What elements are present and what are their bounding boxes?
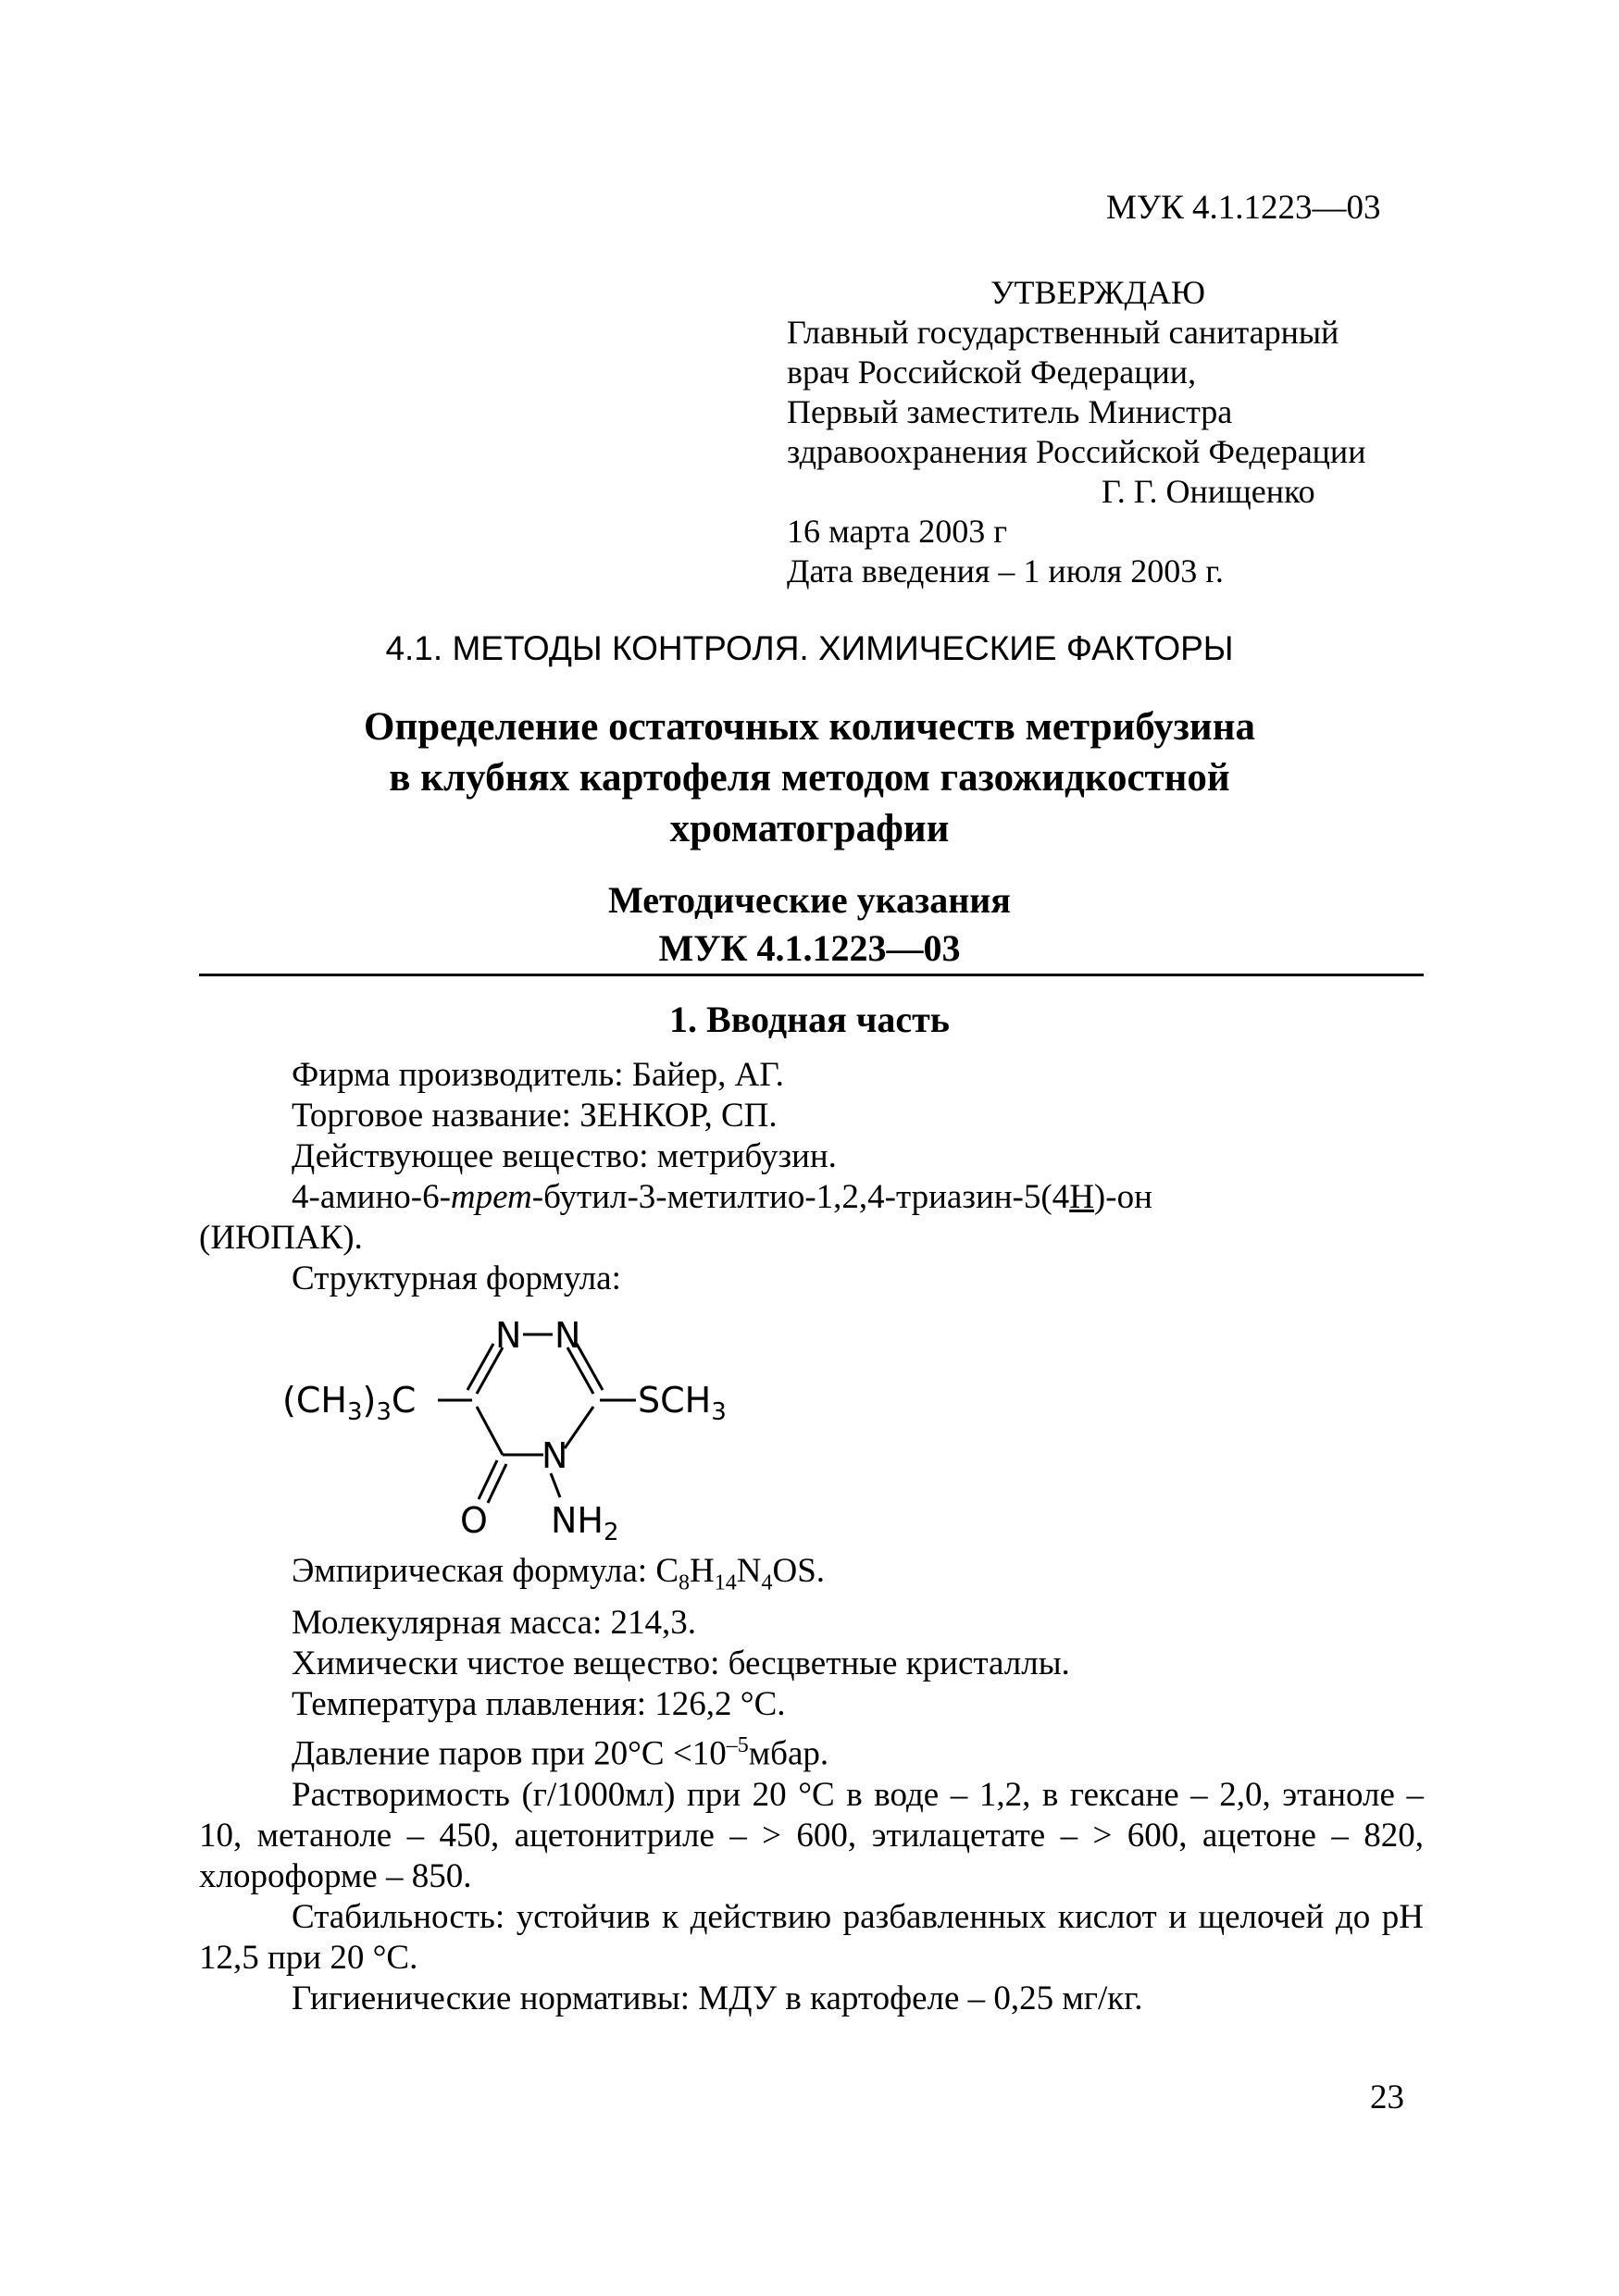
subscript: 14 <box>714 1570 737 1595</box>
vapor-prefix: Давление паров при 20°С <10 <box>292 1734 727 1773</box>
empirical-formula-line <box>199 1551 1424 1603</box>
element: N <box>736 1552 762 1590</box>
subscript: 8 <box>679 1570 691 1595</box>
approval-line: здравоохранения Российской Федерации <box>787 433 1366 470</box>
element: H <box>690 1552 715 1590</box>
bond-c-c <box>477 1407 503 1455</box>
molar-mass-line: Молекулярная масса: 214,3. <box>292 1604 697 1643</box>
pure-substance-line: Химически чистое вещество: бесцветные кристаллы. <box>292 1644 1070 1683</box>
approval-date: 16 марта 2003 г <box>787 513 1007 550</box>
vapor-unit: мбар. <box>748 1734 829 1773</box>
approval-line: Главный государственный санитарный <box>787 314 1339 351</box>
document-title <box>185 701 1434 854</box>
iupac-part: )-он <box>1093 1178 1152 1216</box>
structure-label: Структурная формула: <box>292 1260 621 1297</box>
subscript: 4 <box>761 1570 773 1595</box>
bond-c-n <box>565 1407 593 1448</box>
tert-butyl-group: $(CH_3)_3C$ <box>282 1380 417 1426</box>
vapor-pressure-line <box>199 1725 1424 1774</box>
manufacturer-line: Фирма производитель: Байер, АГ. <box>292 1056 784 1094</box>
atom-n2: N <box>554 1315 581 1356</box>
horizontal-divider <box>199 974 1424 976</box>
introduction-date: Дата введения – 1 июля 2003 г. <box>787 552 1224 590</box>
atom-ring-n: N <box>542 1435 568 1476</box>
empirical-prefix: Эмпирическая формула: C <box>292 1552 679 1590</box>
bond-n-c-double <box>467 1344 493 1390</box>
melting-point-line: Температура плавления: 126,2 °С. <box>292 1685 786 1724</box>
atom-n1: N <box>495 1315 522 1356</box>
section-heading: 4.1. МЕТОДЫ КОНТРОЛЯ. ХИМИЧЕСКИЕ ФАКТОРЫ <box>385 629 1234 667</box>
iupac-part: -бутил-3-метилтио-1,2,4-триазин-5(4 <box>531 1178 1070 1216</box>
intro-heading: 1. Вводная часть <box>669 999 950 1040</box>
approval-block <box>787 273 1453 591</box>
document-subtitle <box>185 876 1434 973</box>
iupac-part: 4-амино-6- <box>292 1178 451 1216</box>
iupac-suffix: (ИЮПАК). <box>199 1219 363 1257</box>
hygiene-standards-line: Гигиенические нормативы: МДУ в картофеле – 0,25 мг/кг. <box>292 1979 1143 2017</box>
subtitle-code: МУК 4.1.1223—03 <box>658 927 961 969</box>
bond-c-o-double <box>488 1464 506 1503</box>
intro-body-top <box>199 1055 1424 1299</box>
intro-body-bottom <box>199 1551 1424 2019</box>
subtitle-line: Методические указания <box>608 879 1011 921</box>
iupac-underlined-part: Н <box>1069 1178 1094 1216</box>
approval-line: врач Российской Федерации, <box>787 354 1197 391</box>
trade-name-line: Торговое название: ЗЕНКОР, СП. <box>292 1097 778 1135</box>
structural-formula <box>282 1314 764 1545</box>
solubility-paragraph: Растворимость (г/1000мл) при 20 °С в воде – 1,2, в гексане – 2,0, этаноле – 10, метаноле – 450, ацетонитриле – > 600, этилацетате – > 600, ацетоне – 820, хлороформе – 850. <box>199 1775 1424 1895</box>
document-title-line: хроматографии <box>669 807 950 850</box>
iupac-italic-part: трет <box>450 1178 532 1216</box>
bond-n-nh2 <box>551 1473 560 1497</box>
superscript: –5 <box>726 1733 749 1758</box>
document-title-line: Определение остаточных количеств метрибузина <box>364 705 1255 749</box>
nh2-group: $NH_2$ <box>551 1500 619 1545</box>
element: OS. <box>772 1552 826 1590</box>
page-number: 23 <box>1370 2079 1404 2116</box>
bond-c-o <box>479 1460 497 1499</box>
atom-oxygen: O <box>460 1500 488 1541</box>
document-code-header: МУК 4.1.1223—03 <box>1106 189 1381 227</box>
document-title-line: в клубнях картофеля методом газожидкостной <box>389 756 1230 800</box>
approval-line: Первый заместитель Министра <box>787 393 1233 430</box>
sch3-group: $SCH_3$ <box>638 1380 727 1426</box>
approval-title: УТВЕРЖДАЮ <box>990 274 1206 311</box>
active-substance-line: Действующее вещество: метрибузин. <box>292 1137 837 1175</box>
approval-signatory: Г. Г. Онищенко <box>1102 473 1315 510</box>
stability-paragraph: Стабильность: устойчив к действию разбавленных кислот и щелочей до рН 12,5 при 20 °С. <box>199 1897 1424 1977</box>
iupac-name-line <box>199 1177 1424 1218</box>
